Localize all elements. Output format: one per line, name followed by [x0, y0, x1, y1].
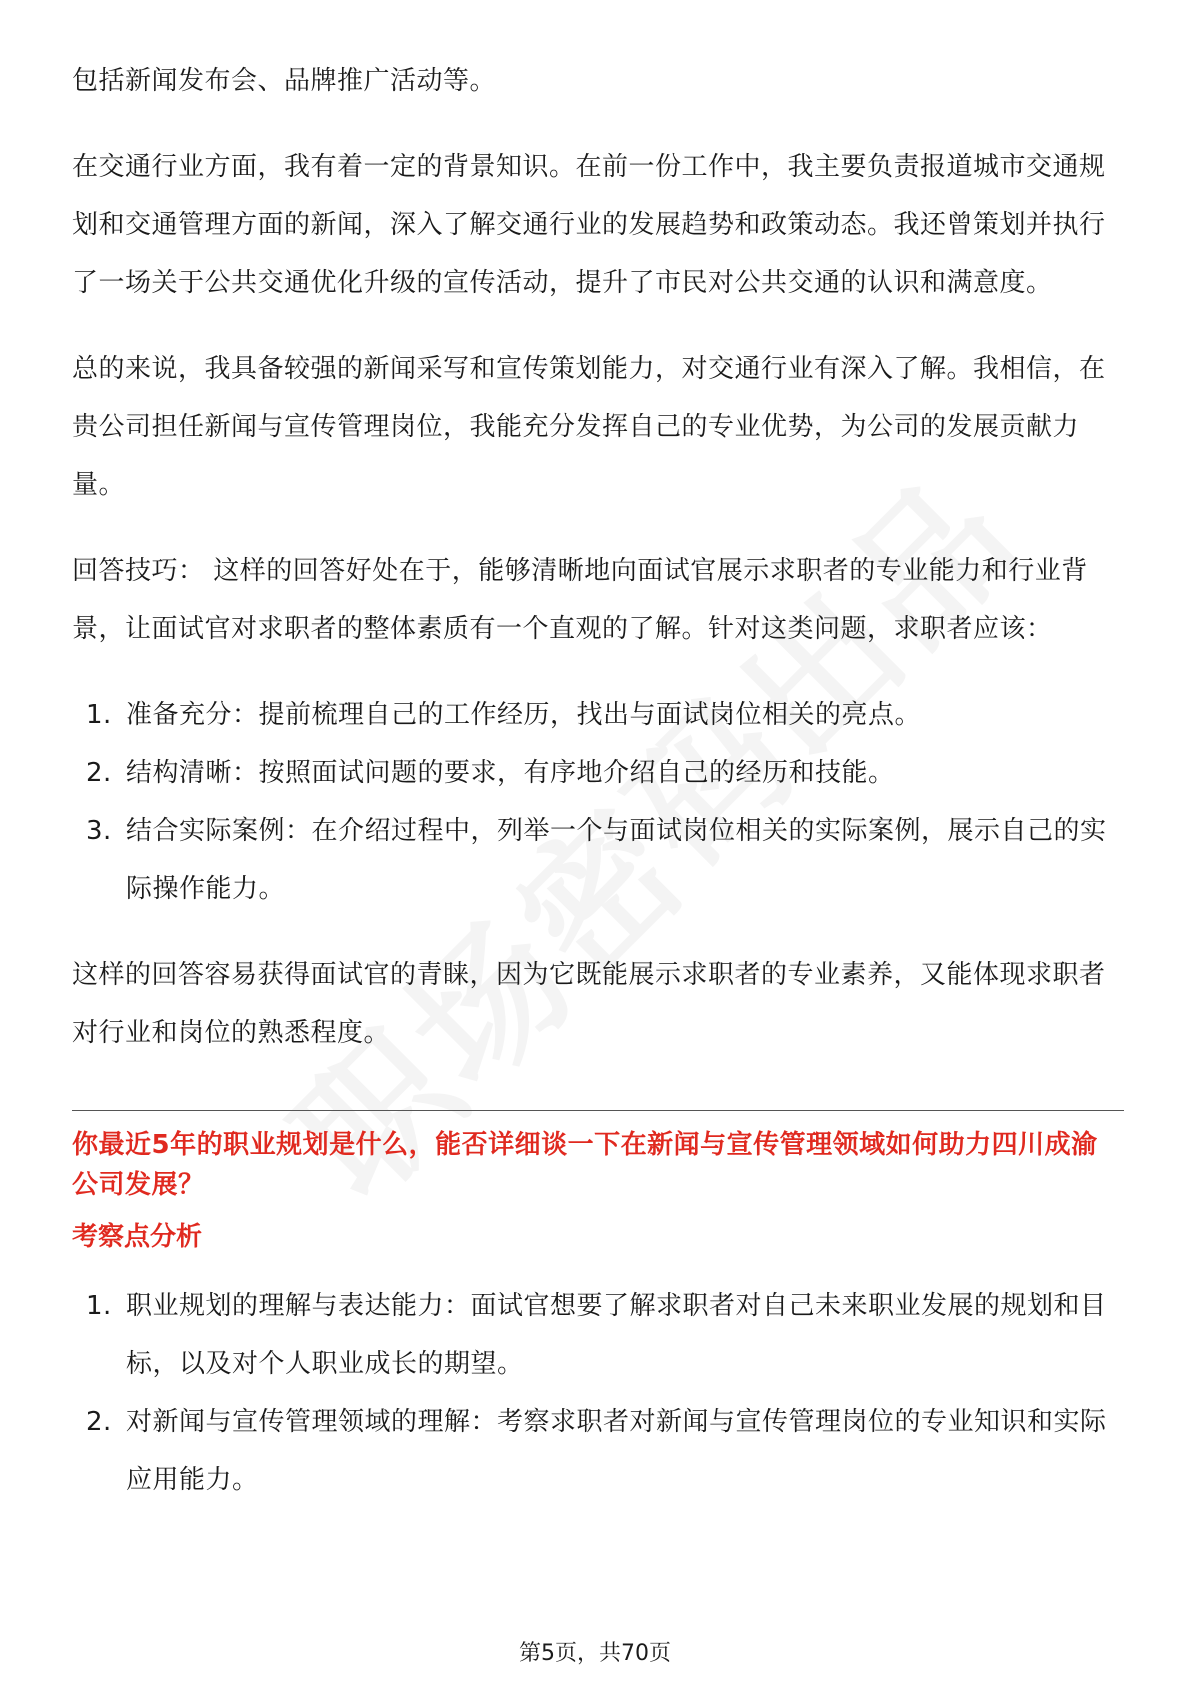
section-divider: [72, 1110, 1124, 1111]
list-item: [72, 1277, 1124, 1393]
page-footer: 第5页，共70页: [519, 1641, 671, 1666]
list-item: [72, 802, 1124, 918]
analysis-list: [72, 1277, 1124, 1509]
paragraph-industry-background: 在交通行业方面，我有着一定的背景知识。在前一份工作中，我主要负责报道城市交通规划和交通管理方面的新闻，深入了解交通行业的发展趋势和政策动态。我还曾策划并执行了一场关于公共交通优化升级的宣传活动，提升了市民对公共交通的认识和满意度。: [72, 152, 1106, 298]
list-item-text: 对新闻与宣传管理领域的理解：考察求职者对新闻与宣传管理岗位的专业知识和实际应用能力。: [126, 1407, 1107, 1495]
list-number: 1.: [86, 700, 112, 730]
tips-list: [72, 686, 1124, 918]
list-number: 3.: [86, 816, 112, 846]
paragraph-intro-end: 包括新闻发布会、品牌推广活动等。: [72, 66, 497, 96]
paragraph-summary: 总的来说，我具备较强的新闻采写和宣传策划能力，对交通行业有深入了解。我相信，在贵公司担任新闻与宣传管理岗位，我能充分发挥自己的专业优势，为公司的发展贡献力量。: [72, 354, 1106, 500]
list-number: 1.: [86, 1291, 112, 1321]
list-item-text: 结合实际案例：在介绍过程中，列举一个与面试岗位相关的实际案例，展示自己的实际操作能力。: [126, 816, 1107, 904]
list-item: [72, 1393, 1124, 1509]
paragraph-answer-tips: 回答技巧： 这样的回答好处在于，能够清晰地向面试官展示求职者的专业能力和行业背景，让面试官对求职者的整体素质有一个直观的了解。针对这类问题，求职者应该：: [72, 556, 1088, 644]
list-number: 2.: [86, 1407, 112, 1437]
document-page: [72, 52, 1124, 1509]
list-item: [72, 686, 1124, 744]
list-item-text: 结构清晰：按照面试问题的要求，有序地介绍自己的经历和技能。: [126, 758, 895, 788]
paragraph-conclusion: 这样的回答容易获得面试官的青睐，因为它既能展示求职者的专业素养，又能体现求职者对行业和岗位的熟悉程度。: [72, 960, 1106, 1048]
interview-question: 你最近5年的职业规划是什么，能否详细谈一下在新闻与宣传管理领域如何助力四川成渝公司发展？: [72, 1130, 1098, 1200]
analysis-heading: 考察点分析: [72, 1222, 203, 1252]
list-item: [72, 744, 1124, 802]
list-number: 2.: [86, 758, 112, 788]
list-item-text: 准备充分：提前梳理自己的工作经历，找出与面试岗位相关的亮点。: [126, 700, 922, 730]
list-item-text: 职业规划的理解与表达能力：面试官想要了解求职者对自己未来职业发展的规划和目标，以及对个人职业成长的期望。: [126, 1291, 1107, 1379]
